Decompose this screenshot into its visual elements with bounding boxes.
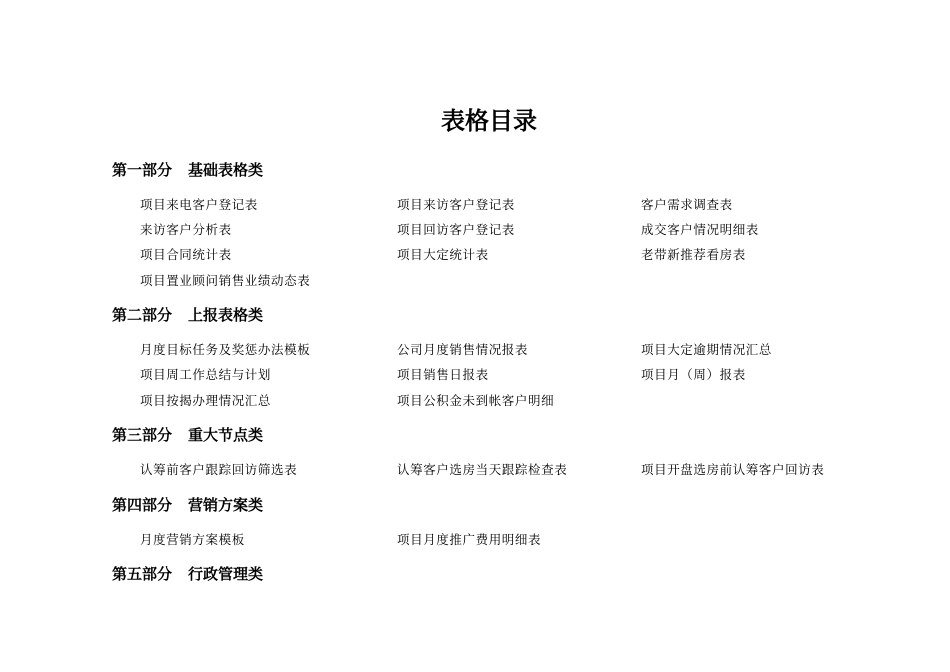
list-item: 公司月度销售情况报表 (397, 342, 529, 357)
list-item: 认筹客户选房当天跟踪检查表 (397, 462, 568, 477)
section-name-label: 行政管理类 (188, 565, 264, 583)
list-item: 成交客户情况明细表 (641, 222, 759, 237)
section-part-label: 第四部分 (112, 496, 173, 514)
list-item: 认筹前客户跟踪回访筛选表 (140, 462, 298, 477)
list-item: 来访客户分析表 (140, 222, 232, 237)
section-heading-3 (112, 425, 263, 445)
list-item: 项目来电客户登记表 (140, 197, 258, 212)
list-item: 老带新推荐看房表 (641, 247, 746, 262)
list-item: 项目回访客户登记表 (397, 222, 515, 237)
section-part-label: 第三部分 (112, 426, 173, 444)
page-title: 表格目录 (441, 107, 537, 135)
list-item: 项目大定统计表 (397, 247, 489, 262)
list-item: 月度目标任务及奖惩办法模板 (140, 342, 311, 357)
list-item: 月度营销方案模板 (140, 532, 245, 547)
list-item: 项目合同统计表 (140, 247, 232, 262)
list-item: 项目周工作总结与计划 (140, 367, 272, 382)
section-name-label: 上报表格类 (188, 306, 264, 324)
list-item: 项目开盘选房前认筹客户回访表 (641, 462, 825, 477)
list-item: 项目大定逾期情况汇总 (641, 342, 773, 357)
list-item: 项目销售日报表 (397, 367, 489, 382)
list-item: 项目公积金未到帐客户明细 (397, 393, 555, 408)
section-heading-2 (112, 305, 263, 325)
section-name-label: 重大节点类 (188, 426, 264, 444)
list-item: 项目按揭办理情况汇总 (140, 393, 272, 408)
section-heading-5 (112, 564, 263, 584)
section-part-label: 第一部分 (112, 161, 173, 179)
section-part-label: 第二部分 (112, 306, 173, 324)
list-item: 项目来访客户登记表 (397, 197, 515, 212)
section-heading-1 (112, 160, 263, 180)
section-heading-4 (112, 495, 263, 515)
list-item: 项目月（周）报表 (641, 367, 746, 382)
section-name-label: 营销方案类 (188, 496, 264, 514)
section-part-label: 第五部分 (112, 565, 173, 583)
list-item: 客户需求调查表 (641, 197, 733, 212)
list-item: 项目月度推广费用明细表 (397, 532, 542, 547)
section-name-label: 基础表格类 (188, 161, 264, 179)
list-item: 项目置业顾问销售业绩动态表 (140, 273, 311, 288)
